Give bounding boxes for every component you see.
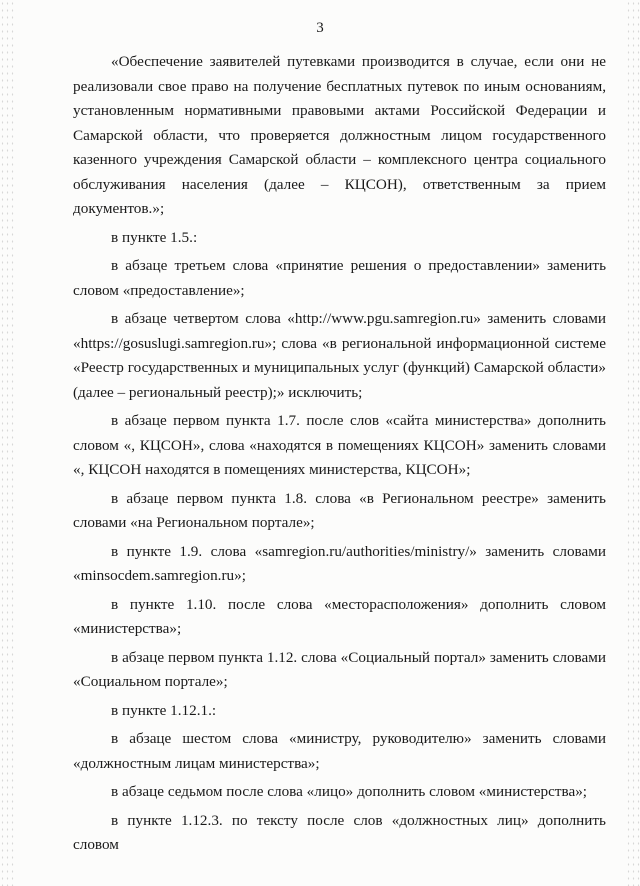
paragraph: в пункте 1.5.: xyxy=(111,228,198,246)
paragraph: в абзаце первом пункта 1.8. слова «в Региональном реестре» заменить словами «на Региональном портале»; xyxy=(73,489,606,531)
paragraph: в абзаце четвертом слова «http://www.pgu.samregion.ru» заменить словами «https://gosuslugi.samregion.ru»; слова «в региональной информационной системе «Реестр государственных и муниципальных услуг (функций) Самарской области» (далее – региональный реестр);» исключить; xyxy=(73,310,606,401)
paragraph: в абзаце первом пункта 1.12. слова «Социальный портал» заменить словами «Социальном портале»; xyxy=(73,648,606,690)
scan-edge-noise-right xyxy=(626,0,640,886)
paragraph: в пункте 1.10. после слова «месторасположения» дополнить словом «министерства»; xyxy=(73,595,606,637)
paragraph: в абзаце шестом слова «министру, руководителю» заменить словами «должностным лицам министерства»; xyxy=(73,730,606,772)
paragraph: в абзаце третьем слова «принятие решения о предоставлении» заменить словом «предоставление»; xyxy=(73,257,606,299)
paragraph: в пункте 1.12.3. по тексту после слов «должностных лиц» дополнить словом xyxy=(73,811,606,853)
paragraph: в пункте 1.9. слова «samregion.ru/authorities/ministry/» заменить словами «minsocdem.samregion.ru»; xyxy=(73,542,606,584)
paragraph: в абзаце первом пункта 1.7. после слов «сайта министерства» дополнить словом «, КЦСОН», слова «находятся в помещениях КЦСОН» заменить словами «, КЦСОН находятся в помещениях министерства, КЦСОН»; xyxy=(73,412,606,478)
scan-edge-noise-left xyxy=(0,0,14,886)
page-number: 3 xyxy=(316,20,324,36)
paragraph: в абзаце седьмом после слова «лицо» дополнить словом «министерства»; xyxy=(111,783,588,800)
paragraph: «Обеспечение заявителей путевками производится в случае, если они не реализовали свое право на получение бесплатных путевок по иным основаниям, установленным нормативными правовыми актами Российской Федерации и Самарской области, что проверяется должностным лицом государственного казенного учреждения Самарской области – комплексного центра социального обслуживания населения (далее – КЦСОН), ответственным за прием документов.»; xyxy=(73,53,606,217)
document-body xyxy=(73,50,606,862)
paragraph: в пункте 1.12.1.: xyxy=(111,701,217,719)
